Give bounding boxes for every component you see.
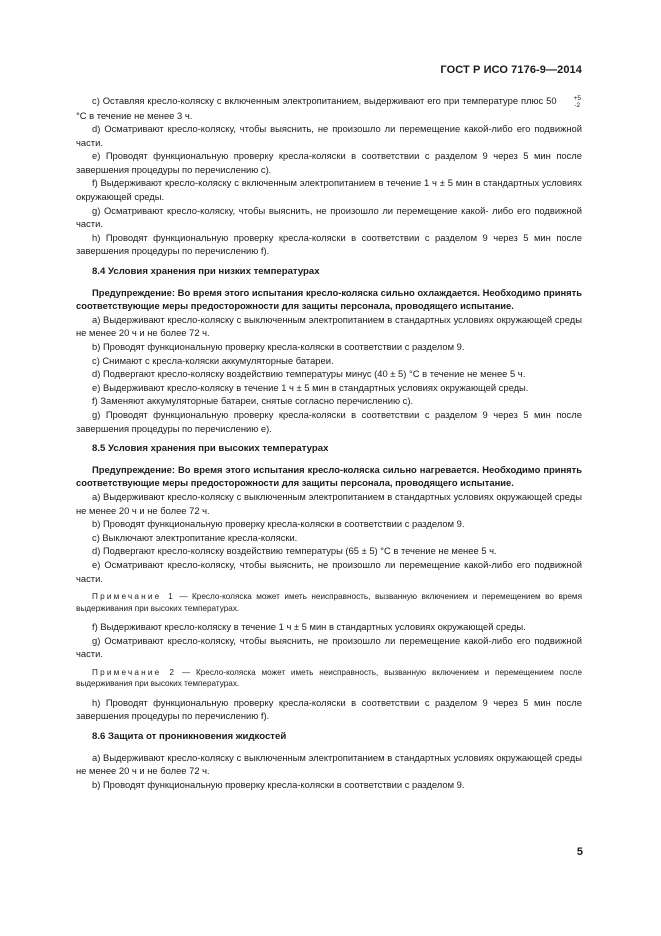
list-item: b) Проводят функциональную проверку кресла-коляски в соответствии с разделом 9. [92, 518, 465, 530]
section-heading-8-5: 8.5 Условия хранения при высоких температурах [92, 443, 329, 455]
section-heading-8-4: 8.4 Условия хранения при низких температурах [92, 266, 320, 278]
tolerance [558, 95, 581, 109]
note-2-text: — Кресло-коляска может иметь неисправность, вызванную включением и перемещением после выдерживания при высоких температурах. [76, 667, 582, 689]
list-item: f) Заменяют аккумуляторные батареи, снятые согласно перечислению с). [92, 395, 414, 407]
item-c-tail: °С в течение не менее 3 ч. [76, 109, 193, 121]
document-code: ГОСТ Р ИСО 7176-9—2014 [440, 64, 582, 76]
page-content [76, 94, 582, 791]
page-number: 5 [576, 846, 583, 858]
list-item: d) Подвергают кресло-коляску воздействию температуры (65 ± 5) °С в течение не менее 5 ч. [92, 545, 497, 557]
list-item: g) Осматривают кресло-коляску, чтобы выяснить, не произошло ли перемещение какой-либо его подвижной части. [76, 634, 582, 660]
note-1-text: — Кресло-коляска может иметь неисправность, вызванную включением и перемещением во время выдерживания при высоких температурах. [76, 592, 582, 613]
list-item: b) Проводят функциональную проверку кресла-коляски в соответствии с разделом 9. [92, 341, 465, 353]
list-item: c) Снимают с кресла-коляски аккумуляторные батареи. [92, 354, 334, 366]
tolerance-lower: -2 [574, 101, 581, 109]
list-item: b) Проводят функциональную проверку кресла-коляски в соответствии с разделом 9. [92, 778, 465, 790]
note-2 [76, 667, 582, 690]
list-item: e) Осматривают кресло-коляску, чтобы выяснить, не произошло ли перемещение какой-либо его подвижной части. [76, 558, 582, 584]
warning-8-4: Предупреждение: Во время этого испытания кресло-коляска сильно охлаждается. Необходимо принять соответствующие меры предосторожности для защиты персонала, проводящего испытание. [76, 286, 582, 312]
warning-8-5: Предупреждение: Во время этого испытания кресло-коляска сильно нагревается. Необходимо принять соответствующие меры предосторожности для защиты персонала, проводящего испытание. [76, 463, 582, 489]
item-c-text: c) Оставляя кресло-коляску с включенным электропитанием, выдерживают его при температуре плюс 50 [92, 95, 557, 106]
item-d: d) Осматривают кресло-коляску, чтобы выяснить, не произошло ли перемещение какой-либо его подвижной части. [76, 123, 582, 148]
list-item: a) Выдерживают кресло-коляску с выключенным электропитанием в стандартных условиях окружающей среды не менее 20 ч и не более 72 ч. [76, 751, 582, 777]
section-heading-8-6: 8.6 Защита от проникновения жидкостей [92, 731, 287, 743]
note-2-label: Примечание 2 [92, 667, 177, 677]
note-1-label: Примечание 1 [92, 592, 175, 602]
list-item: d) Подвергают кресло-коляску воздействию температуры минус (40 ± 5) °С в течение не менее 5 ч. [92, 368, 526, 380]
list-item: g) Проводят функциональную проверку кресла-коляски в соответствии с разделом 9 через 5 мин после завершения процедуры по перечислению е). [76, 408, 582, 434]
item-e: e) Проводят функциональную проверку кресла-коляски в соответствии с разделом 9 через 5 мин после завершения процедуры по перечислению с). [76, 150, 582, 175]
tolerance-upper: +5 [573, 94, 581, 102]
list-item: h) Проводят функциональную проверку кресла-коляски в соответствии с разделом 9 через 5 мин после завершения процедуры по перечислению f). [76, 696, 582, 722]
item-c-temperature [76, 94, 582, 122]
list-item: a) Выдерживают кресло-коляску с выключенным электропитанием в стандартных условиях окружающей среды не менее 20 ч и не более 72 ч. [76, 490, 582, 516]
item-h: h) Проводят функциональную проверку кресла-коляски в соответствии с разделом 9 через 5 мин после завершения процедуры по перечислению f). [76, 231, 582, 257]
list-item: f) Выдерживают кресло-коляску в течение 1 ч ± 5 мин в стандартных условиях окружающей среды. [92, 621, 526, 633]
list-item: a) Выдерживают кресло-коляску с выключенным электропитанием в стандартных условиях окружающей среды не менее 20 ч и не более 72 ч. [76, 313, 582, 339]
item-g: g) Осматривают кресло-коляску, чтобы выяснить, не произошло ли перемещение какой- либо его подвижной части. [76, 204, 582, 230]
item-f: f) Выдерживают кресло-коляску с включенным электропитанием в течение 1 ч ± 5 мин в стандартных условиях окружающей среды. [76, 177, 582, 203]
list-item: e) Выдерживают кресло-коляску в течение 1 ч ± 5 мин в стандартных условиях окружающей среды. [92, 381, 529, 393]
list-item: c) Выключают электропитание кресла-коляски. [92, 531, 298, 543]
note-1 [76, 591, 582, 614]
